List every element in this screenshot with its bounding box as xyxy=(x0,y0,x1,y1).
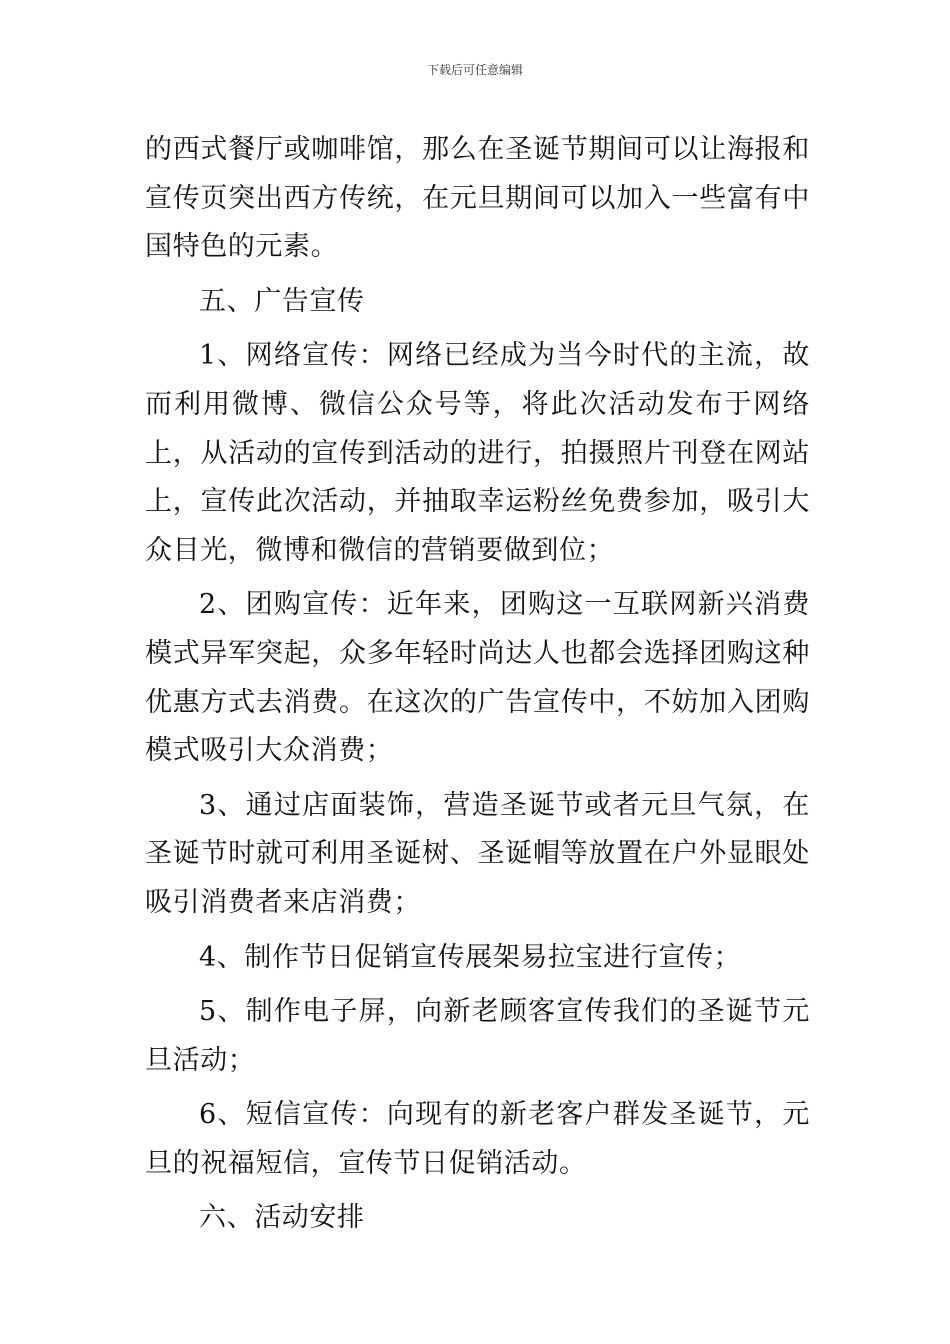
paragraph-continuation: 的西式餐厅或咖啡馆，那么在圣诞节期间可以让海报和宣传页突出西方传统，在元旦期间可以加入一些富有中国特色的元素。 xyxy=(145,134,810,263)
list-item-display-stand: 4、制作节日促销宣传展架易拉宝进行宣传； xyxy=(199,941,742,973)
page-header-note: 下载后可任意编辑 xyxy=(426,63,523,77)
list-item-network-promotion: 1、网络宣传：网络已经成为当今时代的主流，故而利用微博、微信公众号等，将此次活动发布于网络上，从活动的宣传到活动的进行，拍摄照片刊登在网站上，宣传此次活动，并抽取幸运粉丝免费参加，吸引大众目光，微博和微信的营销要做到位； xyxy=(145,340,810,566)
document-body xyxy=(145,126,810,1249)
list-item-group-buying-promotion: 2、团购宣传：近年来，团购这一互联网新兴消费模式异军突起，众多年轻时尚达人也都会选择团购这种优惠方式去消费。在这次的广告宣传中，不妨加入团购模式吸引大众消费； xyxy=(145,589,810,767)
list-item-electronic-screen: 5、制作电子屏，向新老顾客宣传我们的圣诞节元旦活动； xyxy=(145,996,810,1076)
section-heading-advertising: 五、广告宣传 xyxy=(199,285,365,317)
list-item-sms-promotion: 6、短信宣传：向现有的新老客户群发圣诞节，元旦的祝福短信，宣传节日促销活动。 xyxy=(145,1099,810,1179)
section-heading-activity-arrangement: 六、活动安排 xyxy=(199,1202,365,1234)
list-item-store-decoration: 3、通过店面装饰，营造圣诞节或者元旦气氛，在圣诞节时就可利用圣诞树、圣诞帽等放置在户外显眼处吸引消费者来店消费； xyxy=(145,789,810,918)
